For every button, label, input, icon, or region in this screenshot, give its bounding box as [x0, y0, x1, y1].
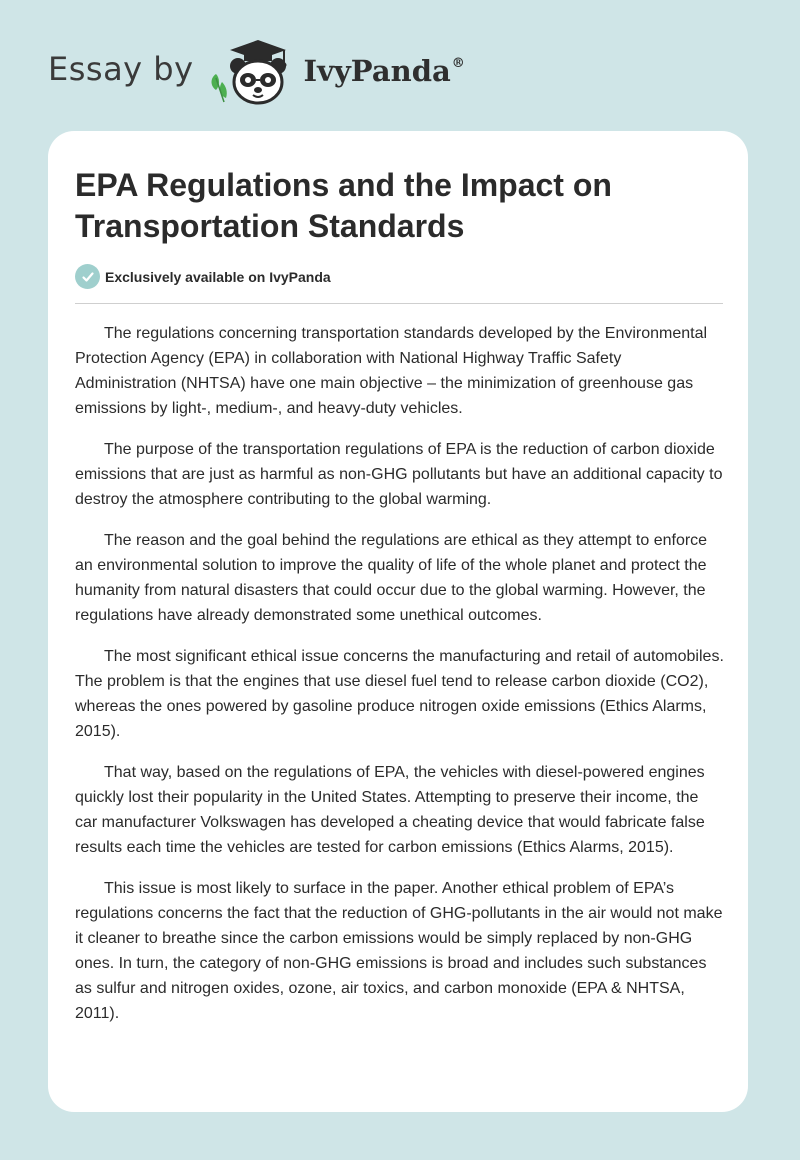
leaf-icon — [211, 74, 226, 102]
exclusive-badge-label: Exclusively available on IvyPanda — [105, 268, 331, 285]
paragraph: The purpose of the transportation regulations of EPA is the reduction of carbon dioxide emissions that are just as harmful as non-GHG pollutants but have an additional capacity to destroy the atmosphere contributing to the global warming. — [75, 441, 723, 508]
paragraph: The most significant ethical issue concerns the manufacturing and retail of automobiles. The problem is that the engines that use diesel fuel tend to release carbon dioxide (CO2), whereas the ones powered by gasoline produce nitrogen oxide emissions (Ethics Alarms, 2015). — [75, 648, 724, 740]
paragraph: The reason and the goal behind the regulations are ethical as they attempt to enforce an environmental solution to improve the quality of life of the whole planet and protect the humanity from natural disasters that could occur due to the global warming. However, the regulations have already demonstrated some unethical outcomes. — [75, 532, 708, 624]
paragraph: The regulations concerning transportation standards developed by the Environmental Protection Agency (EPA) in collaboration with National Highway Traffic Safety Administration (NHTSA) have one main objective – the minimization of greenhouse gas emissions by light-, medium-, and heavy-duty vehicles. — [75, 325, 708, 417]
site-header — [48, 36, 465, 108]
registered-mark: ® — [451, 56, 465, 71]
paragraph: That way, based on the regulations of EPA, the vehicles with diesel-powered engines quickly lost their popularity in the United States. Attempting to preserve their income, the car manufacturer Volkswagen has developed a cheating device that would fabricate false results each time the vehicles are tested for carbon emissions (Ethics Alarms, 2015). — [75, 764, 705, 856]
essay-by-label: Essay by — [48, 50, 194, 88]
page-title: EPA Regulations and the Impact on Transportation Standards — [75, 167, 612, 244]
exclusive-badge — [75, 264, 331, 289]
essay-card — [48, 131, 748, 1112]
paragraph: This issue is most likely to surface in the paper. Another ethical problem of EPA’s regulations concerns the fact that the reduction of GHG-pollutants in the air would not make it cleaner to breathe since the carbon emissions would be simply replaced by non-GHG ones. In turn, the category of non-GHG emissions is broad and includes such substances as sulfur and nitrogen oxides, ozone, air toxics, and carbon monoxide (EPA & NHTSA, 2011). — [75, 880, 723, 1022]
essay-body — [75, 321, 725, 1042]
check-icon — [75, 264, 100, 289]
brand-name[interactable]: IvyPanda® — [303, 54, 465, 88]
divider — [75, 303, 723, 304]
panda-graduate-icon[interactable] — [208, 36, 300, 108]
